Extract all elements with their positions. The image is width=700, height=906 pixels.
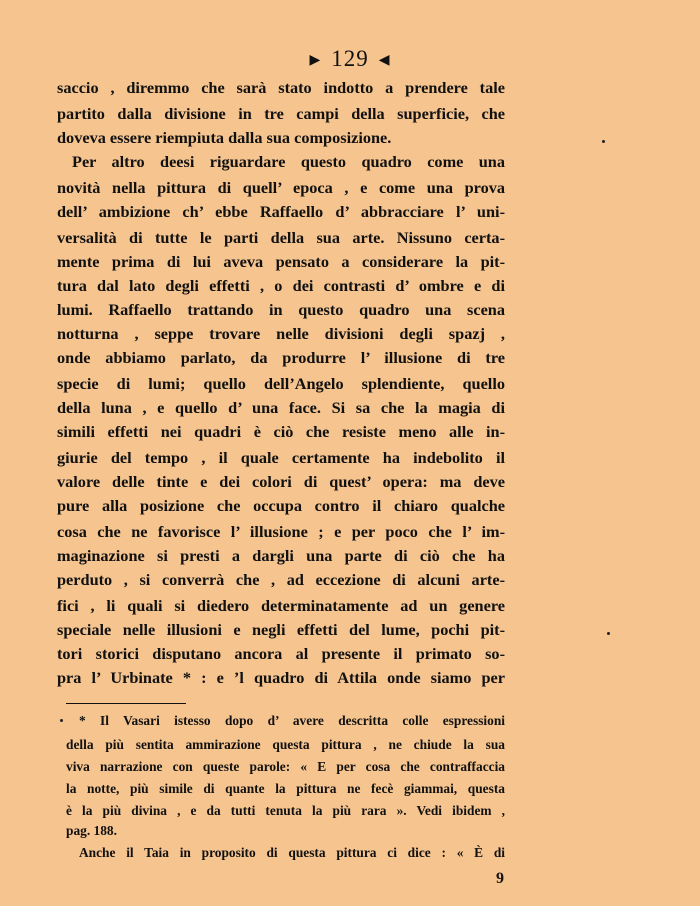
speck-mark [602, 140, 605, 143]
body-line: onde abbiamo parlato, da produrre l’ illusione di tre [57, 348, 505, 367]
page-number: 129 [331, 46, 369, 71]
body-line: speciale nelle illusioni e negli effetti del lume, pochi pit- [57, 620, 505, 639]
body-line: simili effetti nei quadri è ciò che resiste meno alle in- [57, 422, 505, 441]
body-line: Per altro deesi riguardare questo quadro come una [72, 152, 505, 171]
footnote-line: è la più divina , e da tutti tenuta la più rara ». Vedi ibidem , [66, 803, 505, 818]
body-line: saccio , diremmo che sarà stato indotto a prendere tale [57, 78, 505, 97]
speck-mark [607, 632, 610, 635]
body-line: lumi. Raffaello trattando in questo quadro una scena [57, 300, 505, 319]
body-line: partito dalla divisione in tre campi della superficie, che [57, 104, 505, 123]
body-line: pra l’ Urbinate * : e ’l quadro di Attila onde siamo per [57, 668, 505, 687]
footnote-line: * Il Vasari istesso dopo d’ avere descritta colle espressioni [79, 713, 505, 728]
footnote-line: Anche il Taia in proposito di questa pittura ci dice : « È di [79, 845, 505, 860]
body-line: fici , li quali si diedero determinatamente ad un genere [57, 596, 505, 615]
body-line: della luna , e quello d’ una face. Si sa che la magia di [57, 398, 505, 417]
right-ornament-icon: ◀ [378, 53, 391, 69]
body-line: valore delle tinte e dei colori di quest’ opera: ma deve [57, 472, 505, 491]
body-line: cosa che ne favorisce l’ illusione ; e per poco che l’ im- [57, 522, 505, 541]
footnote-line: pag. 188. [66, 823, 117, 838]
page-header [0, 46, 700, 72]
left-ornament-icon: ▶ [309, 53, 322, 69]
body-line: specie di lumi; quello dell’Angelo splendiente, quello [57, 374, 505, 393]
body-line: doveva essere riempiuta dalla sua composizione. [57, 128, 392, 147]
body-line: notturna , seppe trovare nelle divisioni degli spazj , [57, 324, 505, 343]
footnote-line: viva narrazione con queste parole: « E per cosa che contraffaccia [66, 759, 505, 774]
body-line: tura dal lato degli effetti , o dei contrasti d’ ombre e di [57, 276, 505, 295]
body-line: versalità di tutte le parti della sua arte. Nissuno certa- [57, 228, 505, 247]
speck-mark [60, 719, 63, 722]
body-line: giurie del tempo , il quale certamente ha indebolito il [57, 448, 505, 467]
footnote-line: della più sentita ammirazione questa pittura , ne chiude la sua [66, 737, 505, 752]
body-line: pure alla posizione che occupa contro il chiaro qualche [57, 496, 505, 515]
footnote-divider [66, 703, 186, 704]
footnote-line: la notte, più simile di quante la pittura ne fecè giammai, questa [66, 781, 505, 796]
body-line: perduto , si converrà che , ad eccezione di alcuni arte- [57, 570, 505, 589]
body-line: maginazione si presti a dargli una parte di ciò che ha [57, 546, 505, 565]
body-line: tori storici disputano ancora al presente il primato so- [57, 644, 505, 663]
signature-mark: 9 [496, 870, 504, 887]
body-line: mente prima di lui aveva pensato a considerare la pit- [57, 252, 505, 271]
body-line: novità nella pittura di quell’ epoca , e come una prova [57, 178, 505, 197]
body-line: dell’ ambizione ch’ ebbe Raffaello d’ abbracciare l’ uni- [57, 202, 505, 221]
